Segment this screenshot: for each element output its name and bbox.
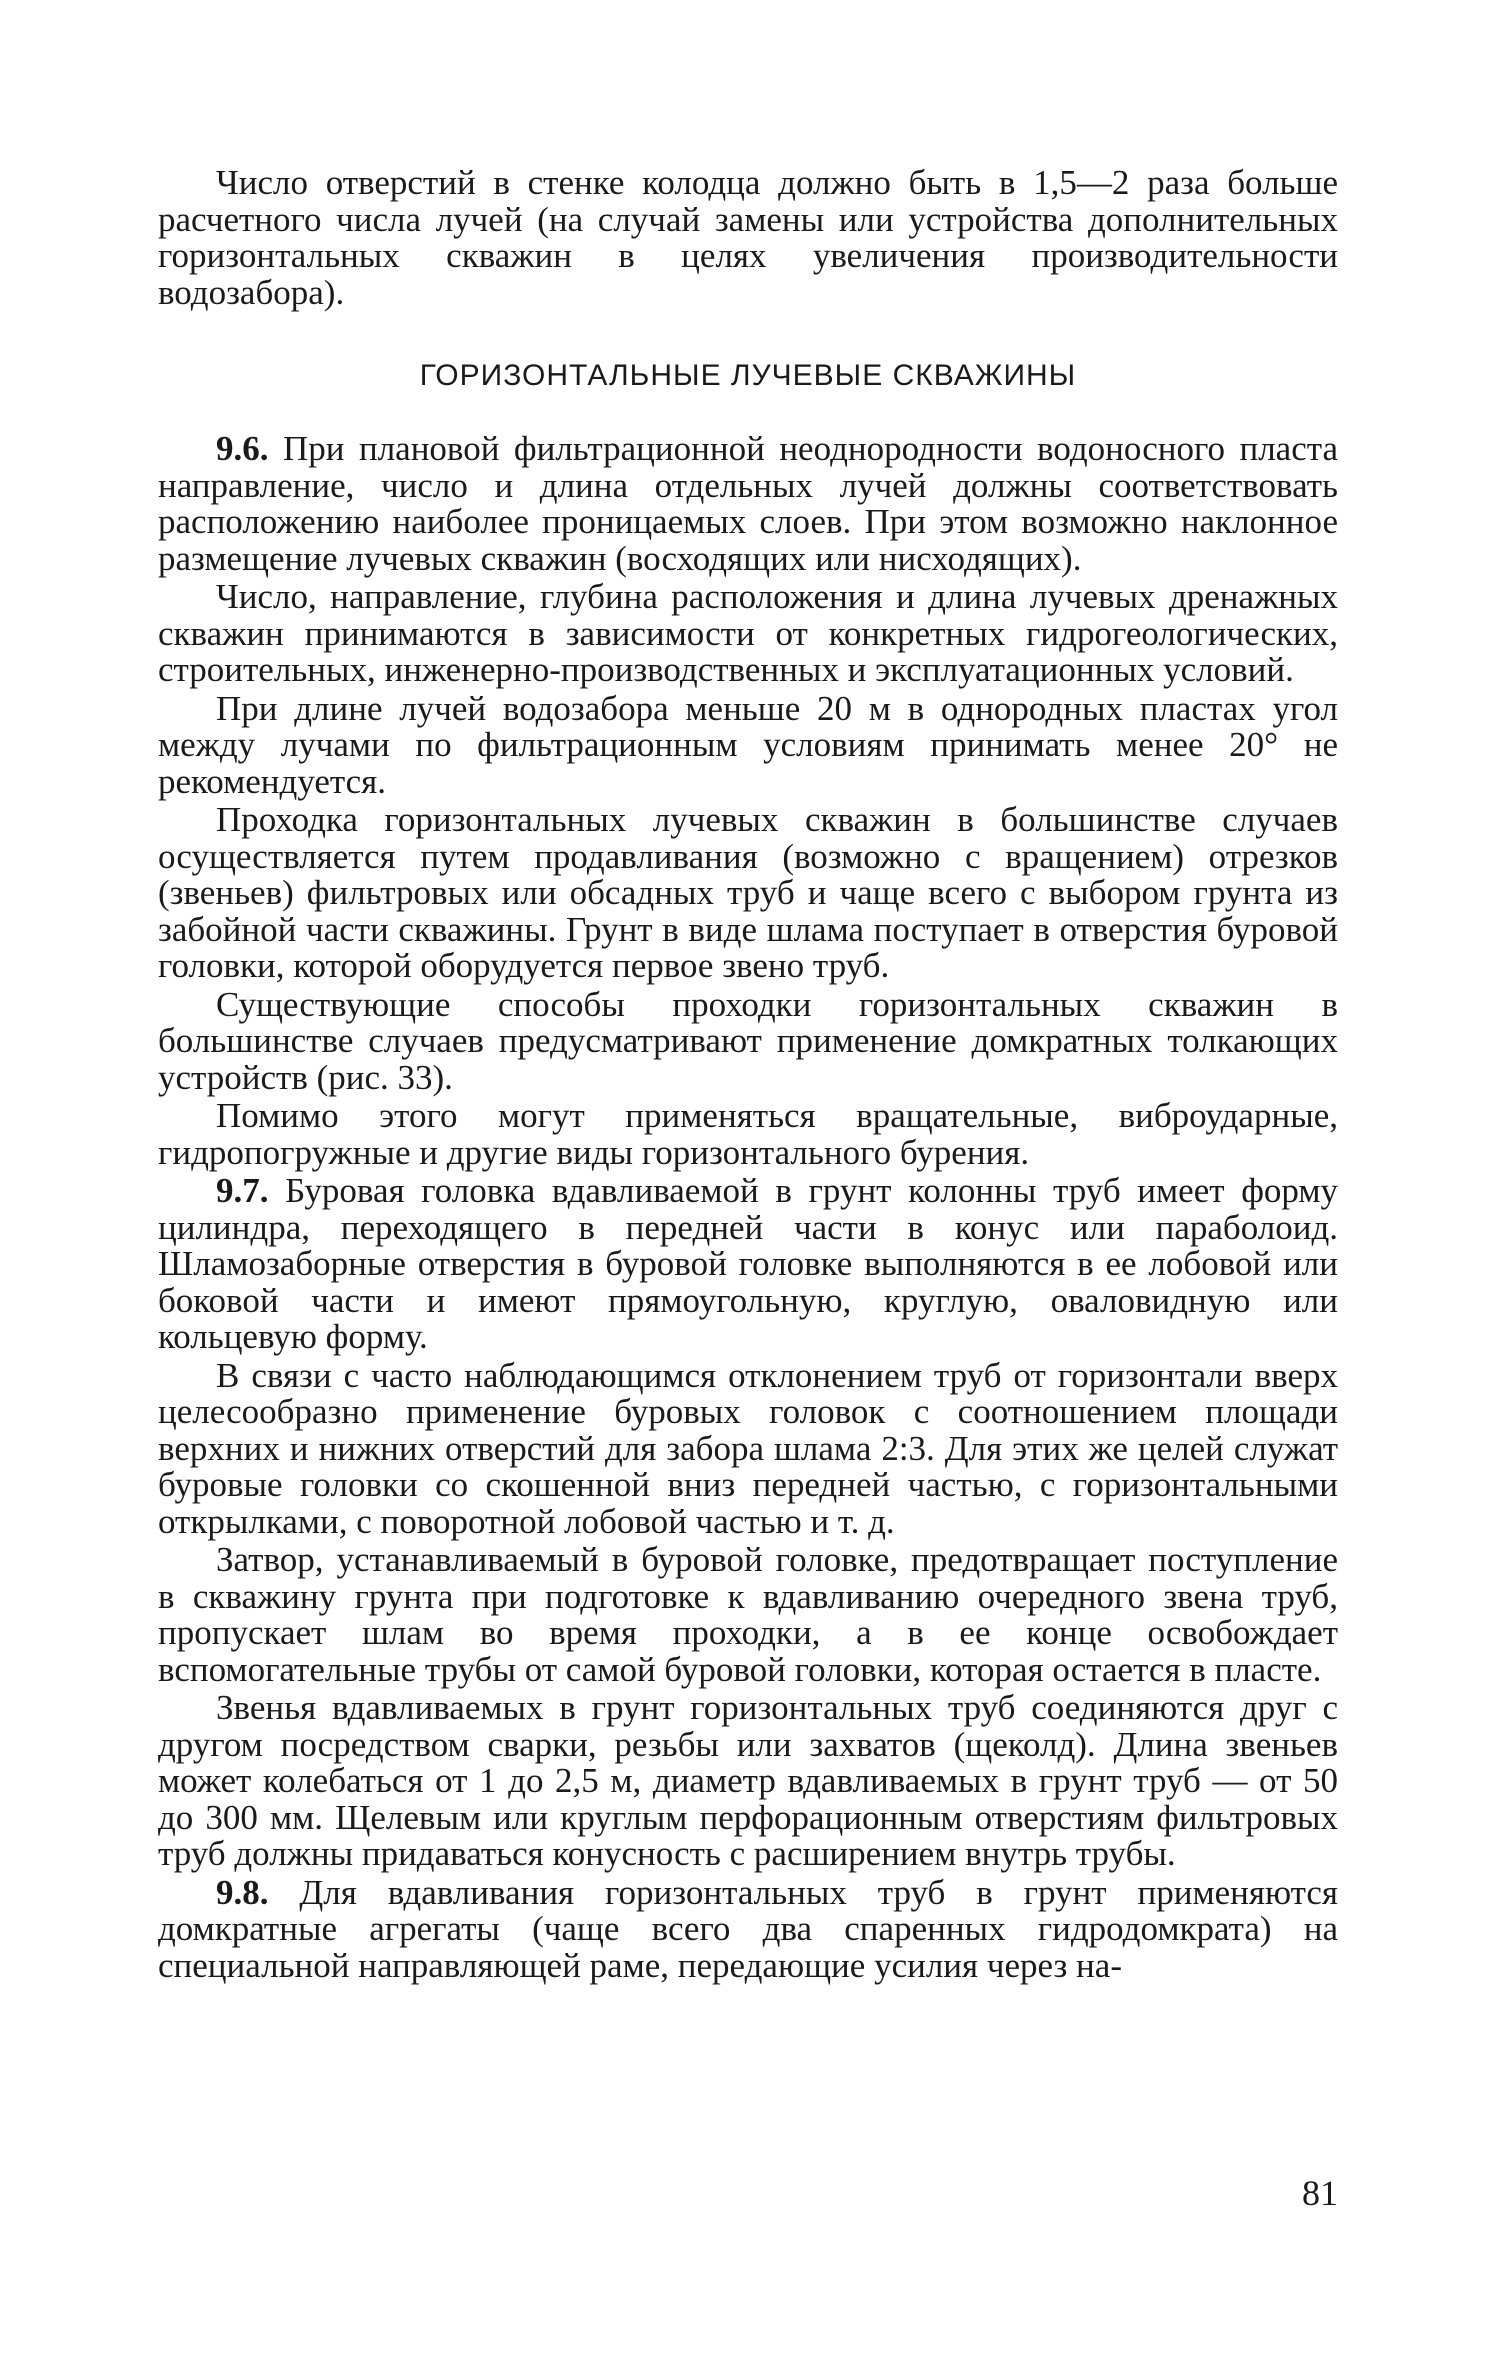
paragraph	[158, 1355, 1338, 1541]
paragraph-text: Помимо этого могут применяться вращательные, виброударные, гидропогружные и другие виды горизонтального бурения.	[158, 1096, 1338, 1172]
paragraph-9-6	[158, 431, 1338, 577]
paragraph-text: Число, направление, глубина расположения и длина лучевых дренажных скважин принимаются в зависимости от конкретных гидрогеологических, строительных, инженерно-производственных и эксплуатационных условий.	[158, 577, 1338, 689]
paragraph-text: При длине лучей водозабора меньше 20 м в однородных пластах угол между лучами по фильтрационным условиям принимать менее 20° не рекомендуется.	[158, 688, 1338, 801]
intro-paragraph: Число отверстий в стенке колодца должно быть в 1,5—2 раза больше расчетного числа лучей (на случай замены или устройства дополнительных горизонтальных скважин в целях увеличения производительности водозабора).	[158, 163, 1338, 312]
paragraph-9-8	[158, 1872, 1338, 1985]
paragraph-9-7	[158, 1173, 1338, 1356]
paragraph	[158, 1098, 1338, 1171]
paragraph-text: При плановой фильтрационной неоднородности водоносного пласта направление, число и длина отдельных лучей должны соответствовать расположению наиболее проницаемых слоев. При этом возможно наклонное размещение лучевых скважин (восходящих или нисходящих).	[158, 429, 1338, 578]
paragraph	[158, 1542, 1338, 1688]
paragraph-text: Проходка горизонтальных лучевых скважин в большинстве случаев осуществляется путем продавливания (возможно с вращением) отрезков (звеньев) фильтровых или обсадных труб и чаще всего с выбором грунта из забойной части скважины. Грунт в виде шлама поступает в отверстия буровой головки, которой оборудуется первое звено труб.	[158, 800, 1338, 985]
clause-number: 9.6.	[216, 429, 269, 468]
paragraph	[158, 688, 1338, 801]
paragraph-text: В связи с часто наблюдающимся отклонением труб от горизонтали вверх целесообразно применение буровых головок с соотношением площади верхних и нижних отверстий для забора шлама 2:3. Для этих же целей служат буровые головки со скошенной вниз передней частью, с горизонтальными открылками, с поворотной лобовой частью и т. д.	[158, 1355, 1338, 1541]
paragraph-text: Затвор, устанавливаемый в буровой головке, предотвращает поступление в скважину грунта при подготовке к вдавливанию очередного звена труб, пропускает шлам во время проходки, а в ее конце освобождает вспомогательные трубы от самой буровой головки, которая остается в пласте.	[158, 1540, 1338, 1689]
paragraph-text: Для вдавливания горизонтальных труб в грунт применяются домкратные агрегаты (чаще всего два спаренных гидродомкрата) на специальной направляющей раме, передающие усилия через на-	[158, 1872, 1338, 1985]
paragraph	[158, 802, 1338, 985]
clause-number: 9.7.	[216, 1171, 269, 1210]
page-number: 81	[1302, 2173, 1338, 2213]
paragraph-text: Звенья вдавливаемых в грунт горизонтальных труб соединяются друг с другом посредством сварки, резьбы или захватов (щеколд). Длина звеньев может колебаться от 1 до 2,5 м, диаметр вдавливаемых в грунт труб — от 50 до 300 мм. Щелевым или круглым перфорационным отверстиям фильтровых труб должны придаваться конусность с расширением внутрь трубы.	[158, 1688, 1338, 1873]
paragraph	[158, 984, 1338, 1097]
page-body	[158, 165, 1338, 1986]
section-heading: ГОРИЗОНТАЛЬНЫЕ ЛУЧЕВЫЕ СКВАЖИНЫ	[419, 359, 1077, 392]
paragraph	[158, 579, 1338, 689]
paragraph-text: Буровая головка вдавливаемой в грунт колонны труб имеет форму цилиндра, переходящего в передней части в конус или параболоид. Шламозаборные отверстия в буровой головке выполняются в ее лобовой или боковой части и имеют прямоугольную, круглую, оваловидную или кольцевую форму.	[158, 1171, 1338, 1356]
clause-number: 9.8.	[216, 1872, 269, 1912]
paragraph-text: Существующие способы проходки горизонтальных скважин в большинстве случаев предусматривают применение домкратных толкающих устройств (рис. 33).	[158, 984, 1338, 1097]
paragraph	[158, 1690, 1338, 1873]
